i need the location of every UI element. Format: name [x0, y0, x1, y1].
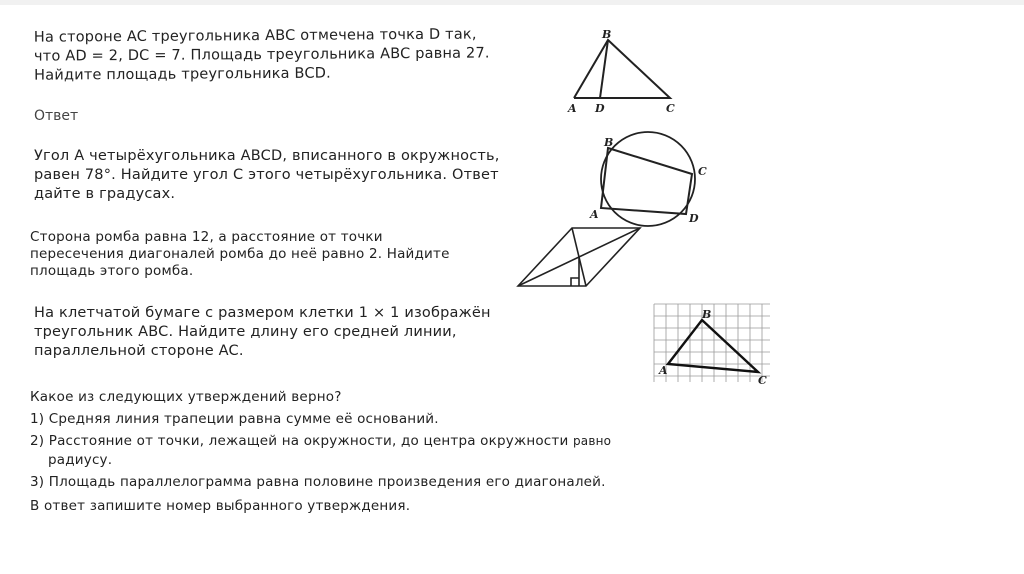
- task-1-cut-answer-text: Ответ: [34, 108, 79, 124]
- task-4-text: [34, 304, 504, 361]
- label-d: D: [595, 102, 605, 115]
- task-2-line-3: дайте в градусах.: [34, 186, 176, 202]
- task-4-grid-triangle-figure: [650, 298, 780, 390]
- task-5-question: Какое из следующих утверждений верно?: [30, 389, 342, 405]
- task-5-option-1: [30, 410, 680, 429]
- task-1-triangle-figure: [560, 26, 690, 118]
- option-1-text: 1) Средняя линия трапеции равна сумме её оснований.: [30, 411, 439, 427]
- task-2-line-1: Угол A четырёхугольника ABCD, вписанного в окружность,: [34, 148, 500, 164]
- label-a: A: [590, 208, 599, 221]
- triangle-abc-outline: [574, 40, 670, 98]
- task-5-answer-hint: В ответ запишите номер выбранного утверждения.: [30, 498, 411, 514]
- label-b: B: [702, 308, 712, 321]
- task-5-text: [30, 388, 680, 516]
- label-b: B: [602, 28, 612, 41]
- task-3-line-1: Сторона ромба равна 12, а расстояние от точки: [30, 229, 383, 245]
- task-3-text: [30, 229, 470, 280]
- label-a: A: [568, 102, 577, 115]
- option-3-text: 3) Площадь параллелограмма равна половине произведения его диагоналей.: [30, 474, 606, 490]
- option-2-continuation: радиусу.: [48, 452, 113, 468]
- top-border: [0, 0, 1024, 5]
- label-c: C: [666, 102, 675, 115]
- task-3-line-3: площадь этого ромба.: [30, 263, 194, 279]
- task-2-cyclic-quadrilateral-figure: [588, 132, 718, 230]
- task-1-line-2: что AD = 2, DC = 7. Площадь треугольника ABC равна 27.: [33, 45, 490, 65]
- task-2-line-2: равен 78°. Найдите угол C этого четырёхугольника. Ответ: [34, 167, 499, 183]
- task-1-cut-answer: [34, 106, 94, 124]
- task-1-line-1: На стороне AC треугольника ABC отмечена точка D так,: [33, 26, 477, 46]
- grid-lines: [654, 304, 770, 382]
- label-a: A: [659, 364, 668, 377]
- label-c: C: [758, 374, 767, 387]
- task-4-line-2: треугольник ABC. Найдите длину его средней линии,: [34, 324, 457, 340]
- option-2-trail: равно: [572, 434, 612, 448]
- task-1-line-3: Найдите площадь треугольника BCD.: [34, 65, 331, 84]
- label-d: D: [689, 212, 699, 225]
- label-c: C: [698, 165, 707, 178]
- quadrilateral-abcd: [601, 148, 692, 214]
- task-2-text: [34, 147, 504, 204]
- task-4-line-1: На клетчатой бумаге с размером клетки 1 × 1 изображён: [34, 305, 491, 321]
- task-5-option-3: [30, 473, 680, 492]
- right-angle-mark: [571, 278, 579, 286]
- task-3-line-2: пересечения диагоналей ромба до неё равно 2. Найдите: [30, 246, 450, 262]
- task-3-rhombus-figure: [514, 224, 654, 290]
- task-1-text: [34, 25, 504, 85]
- task-4-line-3: параллельной стороне AC.: [34, 343, 244, 359]
- task-5-option-2: [30, 432, 680, 470]
- option-2-text: 2) Расстояние от точки, лежащей на окружности, до центра окружности: [30, 433, 569, 449]
- label-b: B: [604, 136, 614, 149]
